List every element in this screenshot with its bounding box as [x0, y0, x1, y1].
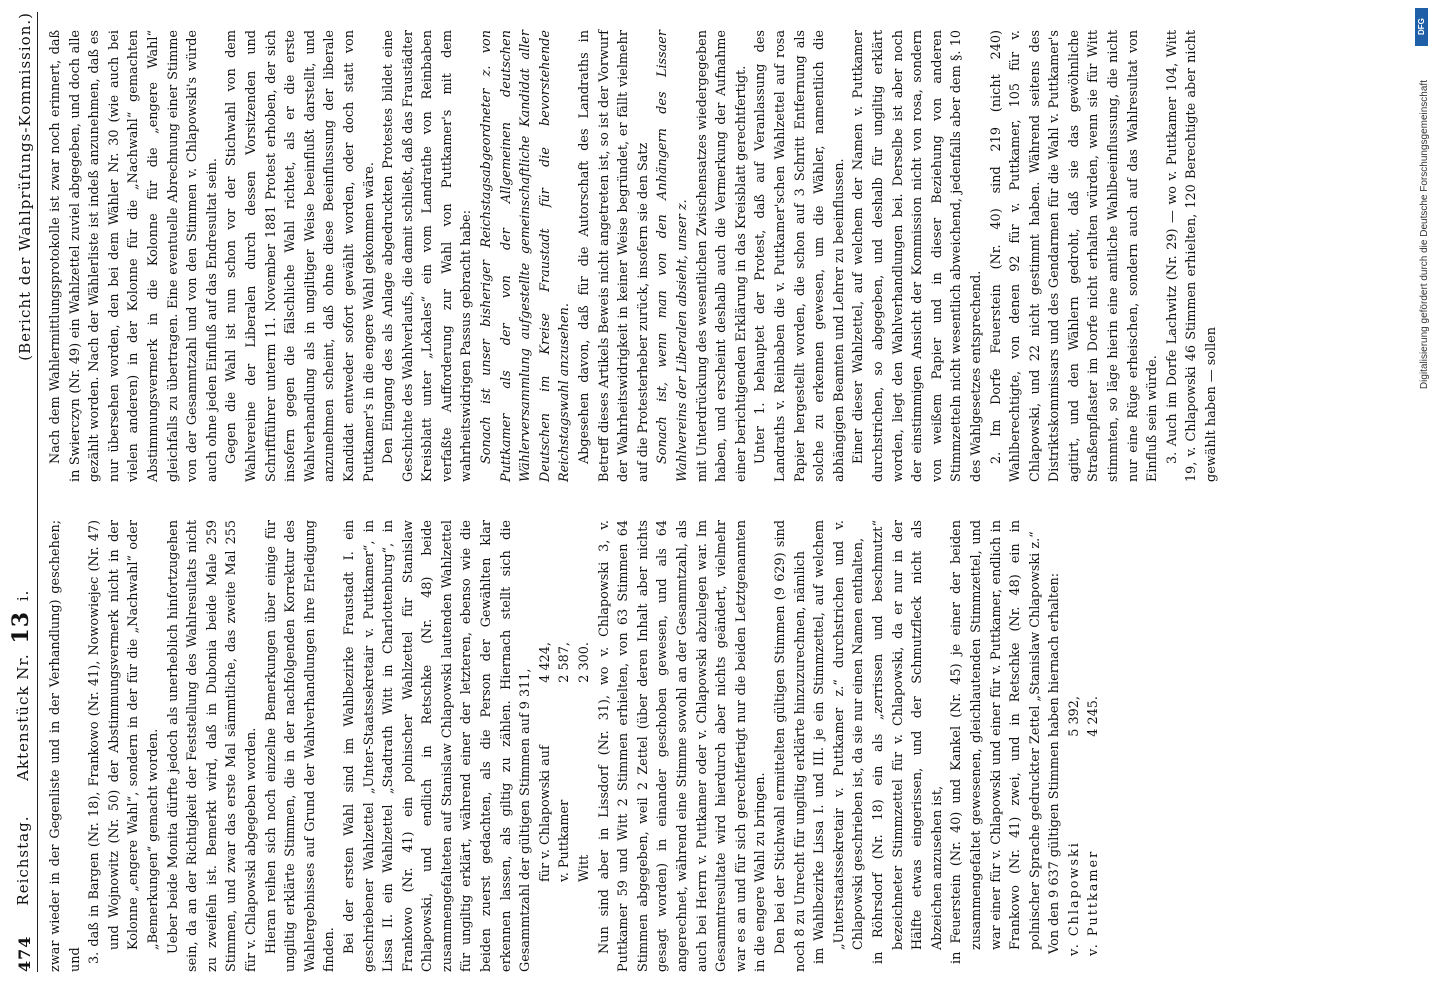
tally-first-ballot: [536, 520, 595, 882]
dfg-logo: DFG: [1415, 8, 1428, 46]
paragraph: 2. Im Dorfe Feuerstein (Nr. 40) sind 219 (nicht 240) Wahlberechtigte, von denen 92 für v. Puttkamer, 105 für v. Chlapowski, und 22 nicht gestimmt haben. Während seitens des Distriktskommissars und des Gendarmen für die Wahl v. Puttkamer's agitirt, und den Wählern gedroht, daß sie das gewöhnliche Straßenpflaster im Dorfe nicht erhalten würden, wenn sie für Witt stimmten, so läge hierin eine amtliche Wahlbeeinflussung, die nicht nur eine Rüge erheischen, sondern auch auf das Wahlresultat von Einfluß sein würde.: [988, 30, 1161, 482]
paragraph: Gegen die Wahl ist nun schon vor der Stichwahl von dem Wahlvereine der Liberalen durch dessen Vorsitzenden und Schriftführer unterm 11. November 1881 Protest erhoben, der sich insofern gegen die fälschliche Wahl richtet, als er die erste Wahlverhandlung als in ungiltiger Weise beeinflußt darstellt, und anzunehmen scheint, daß ohne diese Beeinflussung der liberale Kandidat entweder sofort gewählt worden, oder doch statt von Puttkamer's in die engere Wahl gekommen wäre.: [224, 30, 377, 482]
tally-name: v. Chlapowski: [1066, 841, 1082, 956]
tally-value: 2 300.: [577, 642, 593, 683]
tally-name: v. Puttkamer: [557, 799, 573, 882]
quoted-paragraph: Sonach ist unser bisheriger Reichstagsabgeordneter z. von Puttkamer als der von der Allgemeinen deutschen Wählerversammlung aufgestellte gemeinschaftliche Kandidat aller Deutschen im Kreise Fraustadt für die bevorstehende Reichstagswahl anzusehen.: [479, 30, 573, 482]
tally-name: v. Puttkamer: [1086, 849, 1102, 956]
paragraph: in Röhrsdorf (Nr. 18) ein als „zerrissen und beschmutzt“ bezeichneter Stimmzettel für v. Chlapowski, da er nur in der Hälfte etwas eingerissen, und der Schmutzfleck nicht als Abzeichen anzusehen ist,: [870, 520, 945, 964]
page-header: [8, 12, 38, 972]
header-topic: (Bericht der Wahlprüfungs-Kommission.): [16, 12, 34, 361]
paragraph: Von den 9 637 gültigen Stimmen haben hiernach erhalten:: [1047, 572, 1063, 954]
paragraph: mit Unterdrückung des wesentlichen Zwischensatzes wiedergegeben haben, und erscheint deshalb auch die Vermerkung der Aufnahme einer berichtigenden Erklärung in das Kreisblatt gerechtfertigt.: [694, 30, 749, 482]
tally-name: Witt: [577, 854, 593, 882]
paragraph: im Wahlbezirke Lissa I. und III. je ein Stimmzettel, auf welchem „Unterstaatssekretair v. Puttkamer z.“ durchstrichen und v. Chlapowski geschrieben ist, da sie nur einen Namen enthalten,: [812, 520, 867, 964]
header-suffix: i.: [14, 589, 32, 602]
left-column: [46, 520, 1104, 972]
tally-value: 4 424,: [537, 642, 553, 683]
paragraph: Bei der ersten Wahl sind im Wahlbezirke Fraustadt I. ein geschriebener Wahlzettel „Unter-Staatssekretair v. Puttkamer“, in Lissa II. ein Wahlzettel „Stadtrath Witt in Charlottenburg“, in Frankowo (Nr. 41) ein polnischer Wahlzettel für Stanislaw Chlapowski, und endlich in Retschke (Nr. 48) beide zusammengefalteten auf Stanislaw Chlapowski lautenden Wahlzettel für ungiltig erklärt, während einer der letzteren, ebenso wie die beiden zuerst gedachten, als die Person der Gewählten klar erkennen lassen, als giltig zu zählen. Hiernach stellt sich die Gesammtzahl der gültigen Stimmen auf 9 311,: [341, 520, 534, 972]
paragraph: Einer dieser Wahlzettel, auf welchem der Namen v. Puttkamer durchstrichen, so abgegeben, und deshalb für ungiltig erklärt worden, liegt den Wahlverhandlungen bei. Derselbe ist aber noch der einstimmigen Ansicht der Kommission nicht von rosa, sondern von weißem Papier und in dieser Beziehung von anderen Stimmzetteln nicht wesentlich abweichend, jedenfalls aber dem §. 10 des Wahlgesetzes entsprechend.: [851, 30, 984, 482]
paragraph: Hieran reihen sich noch einzelne Bemerkungen über einige für ungiltig erklärte Stimmen, die in der nachfolgenden Korrektur des Wahlergebnisses auf Grund der Wahlverhandlungen ihre Erledigung finden.: [263, 520, 338, 972]
paragraph: 3. daß in Bargen (Nr. 18), Frankowo (Nr. 41), Nowowiejec (Nr. 47) und Wojnowitz (Nr. 50) der Abstimmungsvermerk nicht in der Kolonne „engere Wahl“, sondern in der für die „Nachwahl“ oder „Bemerkungen“ gemacht worden.: [87, 520, 161, 964]
quoted-paragraph: Sonach ist, wenn man von den Anhängern des Lissaer Wahlvereins der Liberalen absieht, unser z.: [655, 30, 690, 482]
header-issue: 13: [8, 610, 34, 644]
header-collection: Aktenstück Nr.: [14, 653, 32, 781]
page-number: 474: [15, 935, 34, 972]
tally-final: [1065, 520, 1104, 956]
header-source: Reichstag.: [14, 815, 32, 906]
document-page: [8, 12, 1408, 972]
tally-value: 2 587,: [557, 642, 573, 683]
paragraph: Den bei der Stichwahl ermittelten gültigen Stimmen (9 629) sind noch 8 zu Unrecht für ungiltig erklärte hinzuzurechnen, nämlich: [772, 520, 808, 972]
paragraph: Abgesehen davon, daß für die Autorschaft des Landraths in Betreff dieses Artikels Beweis nicht angetreten ist, so ist der Vorwurf der Wahrheitswidrigkeit in keiner Weise begründet, er fällt vielmehr auf die Protesterheber zurück, insofern sie den Satz: [577, 30, 651, 482]
tally-value: 5 392,: [1066, 696, 1082, 737]
tally-name: für v. Chlapowski auf: [537, 745, 553, 882]
digitization-note: Digitalisierung gefördert durch die Deutsche Forschungsgemeinschaft: [1419, 80, 1430, 390]
tally-value: 4 245.: [1086, 696, 1102, 737]
paragraph: 3. Auch im Dorfe Lachwitz (Nr. 29) — wo v. Puttkamer 104, Witt 19, v. Chlapowski 46 Stimmen erhielten, 120 Berechtigte aber nicht gewählt haben — sollen: [1164, 30, 1220, 482]
paragraph: Nun sind aber in Lissdorf (Nr. 31), wo v. Chlapowski 3, v. Puttkamer 59 und Witt 2 Stimmen erhielten, von 63 Stimmen 64 Stimmen abgegeben, weil 2 Zettel (über deren Inhalt aber nichts gesagt worden) in einander geschoben gewesen, und als 64 angerechnet, während eine Stimme sowohl an der Gesammtzahl, als auch bei Herrn v. Puttkamer oder v. Chlapowski abzulegen war. Im Gesammtresultate wird hierdurch aber nichts geändert, vielmehr war es an und für sich gerechtfertigt nur die beiden Letztgenannten in die engere Wahl zu bringen.: [596, 520, 769, 972]
right-column: [46, 30, 1222, 482]
paragraph: Den Eingang des als Anlage abgedruckten Protestes bildet eine Geschichte des Wahlverlaufs, die damit schließt, daß das Fraustädter Kreisblatt unter „Lokales“ ein vom Landrathe von Reinbaben verfaßte Aufforderung zur Wahl von Puttkamer's mit dem wahrheitswidrigen Passus gebracht habe:: [381, 30, 475, 482]
paragraph: zwar wieder in der Gegenliste und in der Verhandlung) geschehen; und: [48, 520, 83, 972]
paragraph: Ueber beide Monita dürfte jedoch als unerheblich hinfortzugehen sein, da an der Richtigkeit der Feststellung des Wahlresultats nicht zu zweifeln ist. Bemerkt wird, daß in Dubonia beide Male 259 Stimmen, und zwar das erste Mal sämmtliche, das zweite Mal 255 für v. Chlapowski abgegeben worden.: [165, 520, 259, 972]
header-title: [8, 361, 34, 936]
paragraph: Unter 1. behauptet der Protest, daß auf Veranlassung des Landraths v. Reinbaben die v. Puttkamer'schen Wahlzettel auf rosa Papier hergestellt worden, die schon auf 3 Schritt Entfernung als solche zu erkennen gewesen, um die Wähler, namentlich die abhängigen Beamten und Lehrer zu beeinflussen.: [753, 30, 847, 482]
paragraph: in Feuerstein (Nr. 40) und Kankel (Nr. 45) je einer der beiden zusammengefaltet gewesenen, gleichlautenden Stimmzettel, und war einer für v. Chlapowski und einer für v. Puttkamer, endlich in Frankowo (Nr. 41) zwei, und in Retschke (Nr. 48) ein in polnischer Sprache gedruckter Zettel „Stanislaw Chlapowski z.“: [949, 520, 1043, 964]
paragraph: Nach dem Wahlermittlungsprotokolle ist zwar noch erinnert, daß in Swierczyn (Nr. 49) ein Wahlzettel zuviel abgegeben, und doch alle gezählt worden. Nach der Wählerliste ist indeß anzunehmen, daß es nur übersehen worden, den bei dem Wähler Nr. 30 (wie auch bei vielen anderen) in der Kolonne für die „Nachwahl“ gemachten Abstimmungsvermerk in die Kolonne für die „engere Wahl“ gleichfalls zu übertragen. Eine eventuelle Abrechnung einer Stimme von der Gesammtzahl und von den Stimmen v. Chlapowski's würde auch ohne jeden Einfluß auf das Endresultat sein.: [48, 30, 220, 482]
